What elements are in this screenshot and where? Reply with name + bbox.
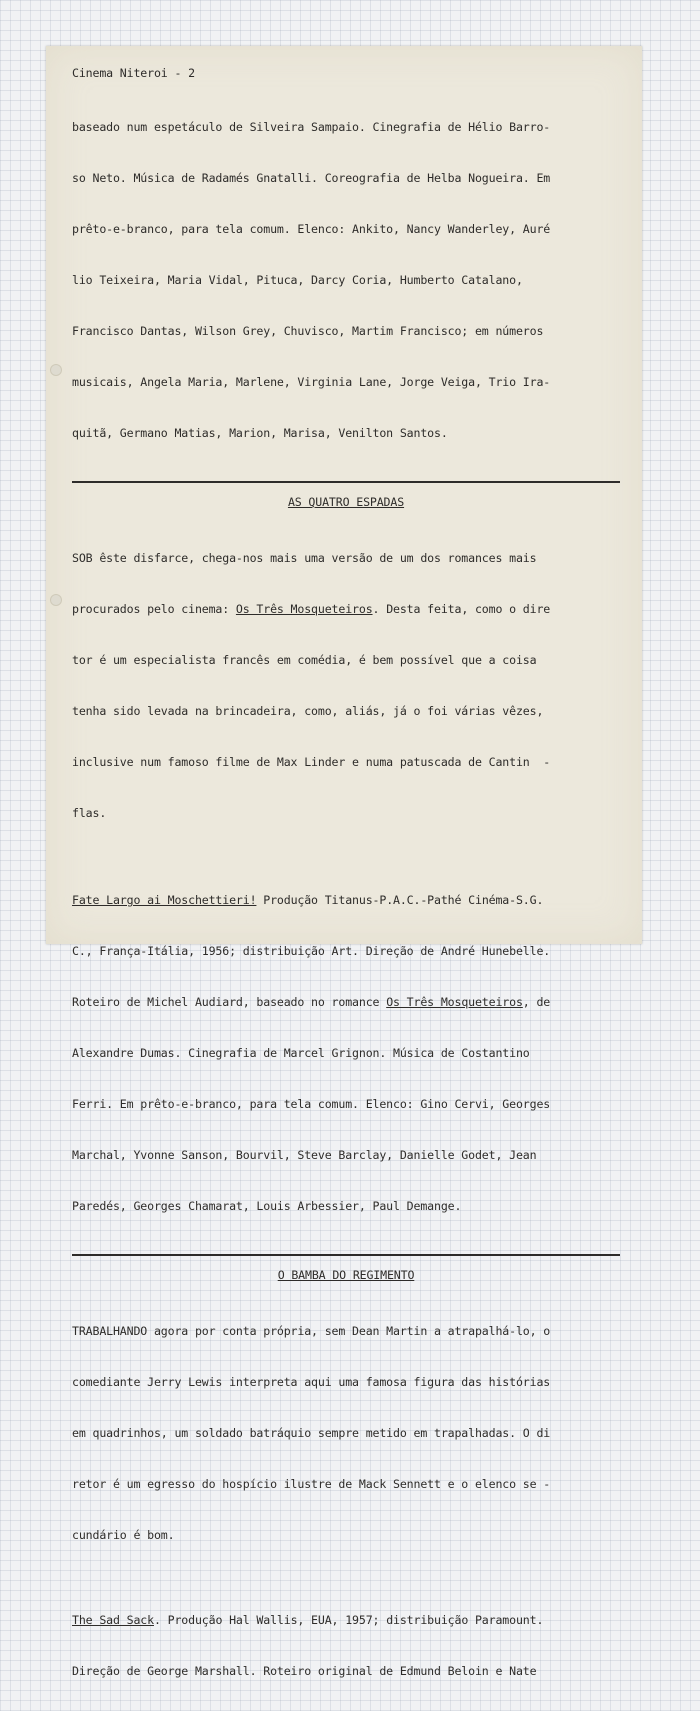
section-title-text: AS QUATRO ESPADAS (287, 495, 405, 509)
text-span: , de (522, 995, 551, 1009)
text-line: inclusive num famoso filme de Max Linder e numa patuscada de Cantin - (72, 755, 551, 769)
page-header: Cinema Niteroi - 2 (72, 66, 195, 80)
text-line (72, 889, 620, 912)
text-line: flas. (72, 806, 107, 820)
punch-hole (50, 594, 62, 606)
credits-paragraph (72, 861, 620, 1246)
page-content (72, 64, 620, 1711)
text-line: so Neto. Música de Radamés Gnatalli. Coreografia de Helba Nogueira. Em (72, 171, 551, 185)
intro-paragraph (72, 88, 620, 473)
text-line: Alexandre Dumas. Cinegrafia de Marcel Grignon. Música de Costantino (72, 1046, 530, 1060)
text-line: lio Teixeira, Maria Vidal, Pituca, Darcy Coria, Humberto Catalano, (72, 273, 523, 287)
text-line: tor é um especialista francês em comédia, é bem possível que a coisa (72, 653, 537, 667)
text-line: SOB êste disfarce, chega-nos mais uma versão de um dos romances mais (72, 551, 537, 565)
text-line: cundário é bom. (72, 1528, 175, 1542)
text-line: TRABALHANDO agora por conta própria, sem Dean Martin a atrapalhá-lo, o (72, 1324, 551, 1338)
text-line: Francisco Dantas, Wilson Grey, Chuvisco, Martim Francisco; em números (72, 324, 544, 338)
text-line: Direção de George Marshall. Roteiro original de Edmund Beloin e Nate (72, 1664, 537, 1678)
text-line: prêto-e-branco, para tela comum. Elenco: Ankito, Nancy Wanderley, Auré (72, 222, 551, 236)
text-line (72, 598, 620, 621)
review-paragraph (72, 1292, 620, 1575)
section-title-text: O BAMBA DO REGIMENTO (277, 1268, 415, 1282)
text-span: . Desta feita, como o dire (372, 602, 551, 616)
film-title: Fate Largo ai Moschettieri! (72, 893, 257, 907)
book-title: Os Três Mosqueteiros (386, 995, 523, 1009)
text-line: musicais, Angela Maria, Marlene, Virginia Lane, Jorge Veiga, Trio Ira- (72, 375, 551, 389)
text-line: tenha sido levada na brincadeira, como, aliás, já o foi várias vêzes, (72, 704, 544, 718)
review-paragraph (72, 519, 620, 853)
text-span: procurados pelo cinema: (72, 602, 236, 616)
text-line (72, 991, 620, 1014)
book-title: Os Três Mosqueteiros (235, 602, 373, 616)
text-line: Ferri. Em prêto-e-branco, para tela comum. Elenco: Gino Cervi, Georges (72, 1097, 551, 1111)
section-title (72, 489, 620, 515)
text-line: baseado num espetáculo de Silveira Sampaio. Cinegrafia de Hélio Barro- (72, 120, 551, 134)
punch-hole (50, 364, 62, 376)
section-title (72, 1262, 620, 1288)
text-span: Produção Titanus-P.A.C.-Pathé Cinéma-S.G. (256, 893, 544, 907)
text-line: Marchal, Yvonne Sanson, Bourvil, Steve Barclay, Danielle Godet, Jean (72, 1148, 537, 1162)
text-span: . Produção Hal Wallis, EUA, 1957; distribuição Paramount. (153, 1613, 544, 1627)
divider-rule (72, 1254, 620, 1256)
film-title: The Sad Sack (72, 1613, 154, 1627)
divider-rule (72, 481, 620, 483)
text-span: Roteiro de Michel Audiard, baseado no romance (72, 995, 387, 1009)
text-line: retor é um egresso do hospício ilustre de Mack Sennett e o elenco se - (72, 1477, 551, 1491)
text-line: C., França-Itália, 1956; distribuição Art. Direção de André Hunebelle. (72, 944, 551, 958)
credits-paragraph (72, 1581, 620, 1711)
text-line: quitã, Germano Matias, Marion, Marisa, Venilton Santos. (72, 426, 448, 440)
text-line: comediante Jerry Lewis interpreta aqui uma famosa figura das histórias (72, 1375, 551, 1389)
text-line (72, 1609, 620, 1632)
text-line: Paredés, Georges Chamarat, Louis Arbessier, Paul Demange. (72, 1199, 462, 1213)
text-line: em quadrinhos, um soldado batráquio sempre metido em trapalhadas. O di (72, 1426, 551, 1440)
